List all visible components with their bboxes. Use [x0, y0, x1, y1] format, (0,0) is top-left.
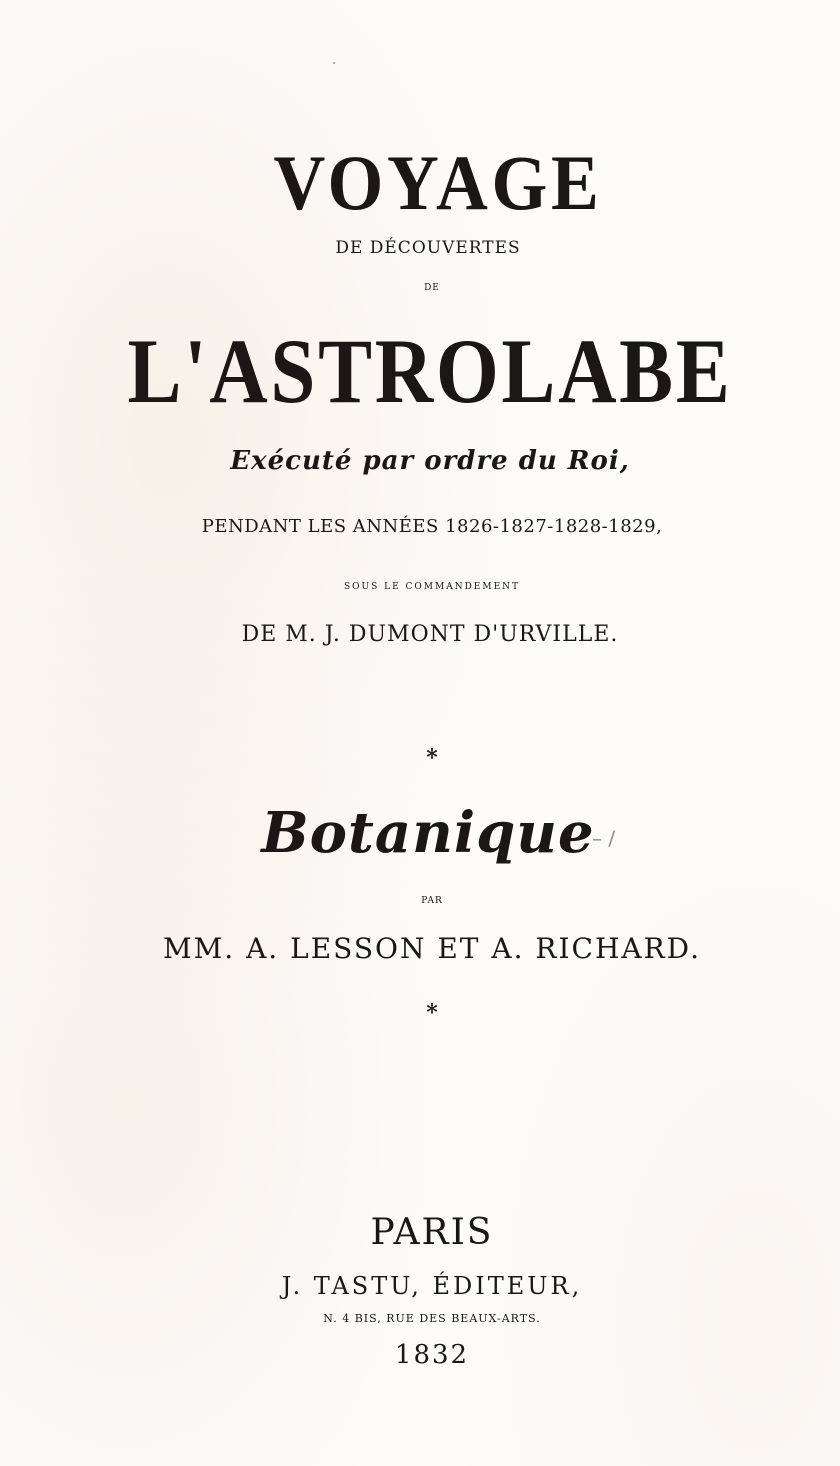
ornament-asterisk-2: * — [426, 1000, 438, 1026]
gothic-line-execute: Exécuté par ordre du Roi, — [230, 446, 630, 476]
authors-line: MM. A. LESSON ET A. RICHARD. — [162, 932, 702, 965]
by-intro: PAR — [421, 896, 443, 906]
paper-speck — [333, 62, 335, 64]
commander-name: DE M. J. DUMONT D'URVILLE. — [241, 622, 619, 647]
connector-du: DE — [424, 283, 440, 293]
imprint-city: PARIS — [370, 1212, 494, 1253]
pencil-margin-mark: – / — [592, 826, 616, 850]
imprint-year: 1832 — [394, 1340, 470, 1370]
ornament-asterisk: * — [426, 745, 438, 771]
subtitle-decouvertes: DE DÉCOUVERTES — [335, 238, 521, 258]
section-title-botanique: Botanique — [261, 800, 595, 866]
main-title-astrolabe: L'ASTROLABE — [127, 320, 733, 422]
expedition-years: PENDANT LES ANNÉES 1826-1827-1828-1829, — [201, 516, 663, 537]
imprint-publisher: J. TASTU, ÉDITEUR, — [281, 1272, 583, 1300]
imprint-address: N. 4 BIS, RUE DES BEAUX-ARTS. — [323, 1312, 541, 1325]
command-intro: SOUS LE COMMANDEMENT — [343, 582, 521, 592]
main-title-voyage: VOYAGE — [273, 139, 603, 226]
